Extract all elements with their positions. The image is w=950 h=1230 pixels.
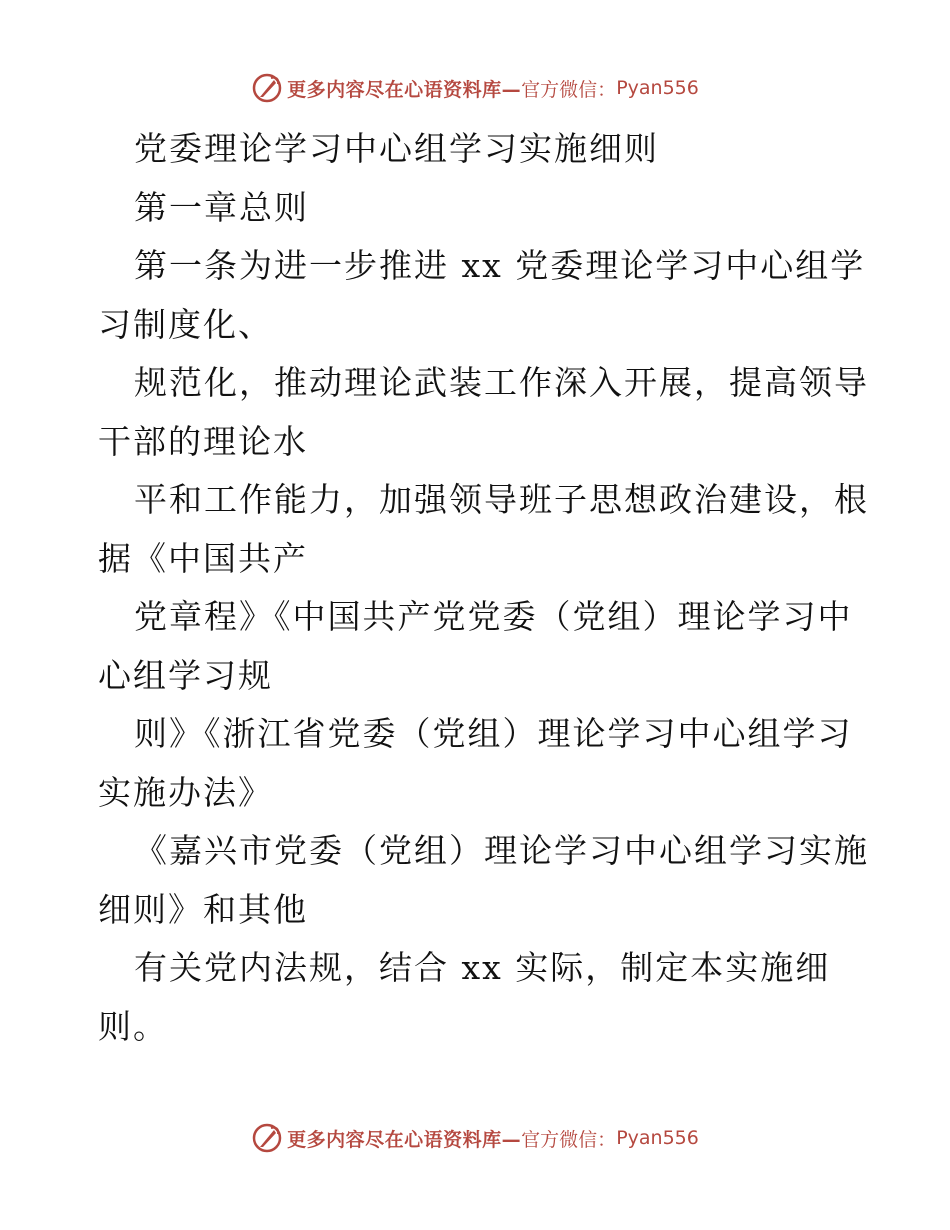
paragraph-line: 心组学习规 — [98, 655, 273, 695]
paragraph-line: 规范化，推动理论武装工作深入开展，提高领导 — [134, 363, 869, 402]
quill-pen-logo-icon — [251, 72, 283, 104]
footer-watermark — [0, 1122, 950, 1154]
paragraph-line: 《嘉兴市党委（党组）理论学习中心组学习实施 — [134, 831, 869, 870]
paragraph-line: 干部的理论水 — [98, 421, 308, 461]
paragraph-line: 实施办法》 — [98, 772, 273, 812]
paragraph-line: 第一条为进一步推进 xx 党委理论学习中心组学 — [134, 246, 866, 285]
paragraph-line: 有关党内法规，结合 xx 实际，制定本实施细 — [134, 948, 831, 987]
watermark-account-id: Pyan556 — [616, 77, 699, 99]
quill-pen-logo-icon — [251, 1122, 283, 1154]
document-body — [98, 120, 869, 1056]
watermark-text: 更多内容尽在心语资料库— — [287, 78, 522, 101]
watermark-account-id: Pyan556 — [616, 1127, 699, 1149]
paragraph-line: 据《中国共产 — [98, 538, 308, 578]
paragraph-line: 细则》和其他 — [98, 889, 308, 929]
paragraph-line: 习制度化、 — [98, 304, 273, 344]
chapter-heading: 第一章总则 — [134, 187, 309, 227]
paragraph-line: 平和工作能力，加强领导班子思想政治建设，根 — [134, 480, 869, 519]
paragraph-line: 党章程》《中国共产党党委（党组）理论学习中 — [134, 597, 853, 636]
header-watermark — [0, 72, 950, 104]
watermark-account-label: 官方微信： — [521, 1128, 617, 1151]
paragraph-line: 则。 — [98, 1006, 168, 1046]
paragraph-line: 则》《浙江省党委（党组）理论学习中心组学习 — [134, 714, 853, 753]
watermark-text: 更多内容尽在心语资料库— — [287, 1128, 522, 1151]
doc-title: 党委理论学习中心组学习实施细则 — [134, 129, 659, 168]
watermark-account-label: 官方微信： — [521, 78, 617, 101]
